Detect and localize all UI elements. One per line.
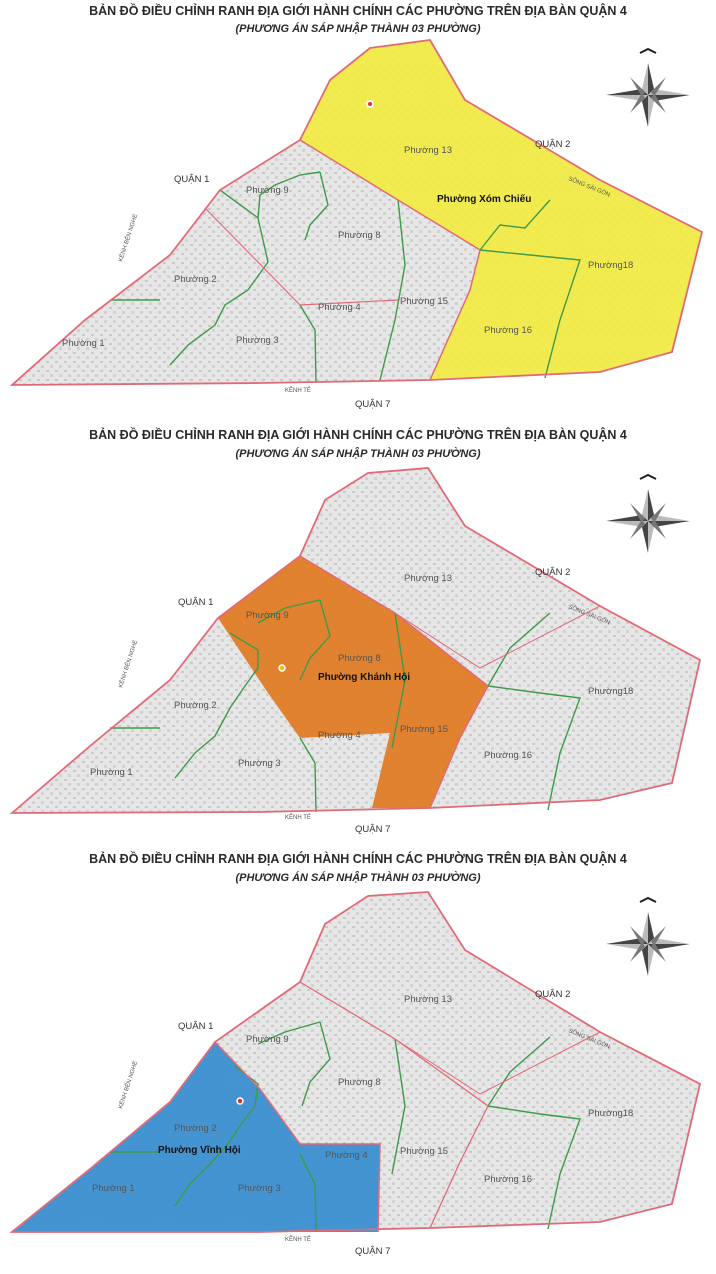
label-kenh-te: KÊNH TẺ	[285, 1237, 311, 1243]
map-panel-xom-chieu	[0, 0, 716, 418]
label-phuong-13: Phường 13	[404, 573, 452, 584]
map-title: BẢN ĐỒ ĐIỀU CHỈNH RANH ĐỊA GIỚI HÀNH CHÍNH CÁC PHƯỜNG TRÊN ĐỊA BÀN QUẬN 4	[89, 4, 627, 18]
label-quan-1: QUẬN 1	[174, 174, 210, 185]
map-subtitle: (PHƯƠNG ÁN SÁP NHẬP THÀNH 03 PHƯỜNG)	[235, 872, 481, 884]
label-merged-ward: Phường Xóm Chiếu	[437, 194, 532, 205]
label-phuong-2: Phường 2	[174, 1123, 217, 1134]
label-quan-7: QUẬN 7	[355, 824, 391, 835]
label-phuong-13: Phường 13	[404, 145, 452, 156]
label-kenh-ben-nghe: KÊNH BẾN NGHÉ	[118, 213, 140, 263]
label-phuong-9: Phường 9	[246, 185, 289, 196]
map-panel-vinh-hoi	[0, 844, 716, 1274]
label-phuong-9: Phường 9	[246, 1034, 289, 1045]
map-subtitle: (PHƯƠNG ÁN SÁP NHẬP THÀNH 03 PHƯỜNG)	[235, 448, 481, 460]
label-quan-7: QUẬN 7	[355, 399, 391, 410]
label-phuong-15: Phường 15	[400, 296, 448, 307]
district-map	[0, 418, 716, 844]
label-kenh-ben-nghe: KÊNH BẾN NGHÉ	[118, 1060, 140, 1110]
label-quan-1: QUẬN 1	[178, 1021, 214, 1032]
label-kenh-te: KÊNH TẺ	[285, 815, 311, 821]
label-quan-7: QUẬN 7	[355, 1246, 391, 1257]
label-quan-2: QUẬN 2	[535, 989, 571, 1000]
compass-rose-icon	[606, 475, 690, 553]
label-phuong-16: Phường 16	[484, 1174, 532, 1185]
compass-rose-icon	[606, 49, 690, 127]
label-phuong-18: Phường18	[588, 1108, 634, 1119]
label-kenh-te: KÊNH TẺ	[285, 388, 311, 394]
label-phuong-3: Phường 3	[236, 335, 279, 346]
label-song-sai-gon: SÔNG SÀI GÒN	[567, 604, 611, 627]
label-phuong-2: Phường 2	[174, 274, 217, 285]
label-phuong-1: Phường 1	[90, 767, 133, 778]
label-phuong-1: Phường 1	[62, 338, 105, 349]
label-phuong-18: Phường18	[588, 260, 634, 271]
label-phuong-15: Phường 15	[400, 724, 448, 735]
map-title: BẢN ĐỒ ĐIỀU CHỈNH RANH ĐỊA GIỚI HÀNH CHÍNH CÁC PHƯỜNG TRÊN ĐỊA BÀN QUẬN 4	[89, 852, 627, 866]
ward-office-marker	[367, 101, 373, 107]
label-phuong-13: Phường 13	[404, 994, 452, 1005]
map-panel-khanh-hoi	[0, 418, 716, 844]
map-subtitle: (PHƯƠNG ÁN SÁP NHẬP THÀNH 03 PHƯỜNG)	[235, 23, 481, 35]
district-map	[0, 844, 716, 1274]
label-phuong-3: Phường 3	[238, 758, 281, 769]
label-phuong-16: Phường 16	[484, 750, 532, 761]
label-merged-ward: Phường Vĩnh Hội	[158, 1145, 241, 1156]
compass-rose-icon	[606, 898, 690, 976]
ward-office-marker	[237, 1098, 243, 1104]
label-phuong-1: Phường 1	[92, 1183, 135, 1194]
label-phuong-2: Phường 2	[174, 700, 217, 711]
label-phuong-18: Phường18	[588, 686, 634, 697]
label-quan-2: QUẬN 2	[535, 139, 571, 150]
ward-office-marker	[279, 665, 285, 671]
label-phuong-3: Phường 3	[238, 1183, 281, 1194]
label-merged-ward: Phường Khánh Hội	[318, 672, 411, 683]
label-phuong-16: Phường 16	[484, 325, 532, 336]
district-map	[0, 0, 716, 418]
label-phuong-4: Phường 4	[318, 730, 361, 741]
label-phuong-8: Phường 8	[338, 230, 381, 241]
label-quan-1: QUẬN 1	[178, 597, 214, 608]
label-kenh-ben-nghe: KÊNH BẾN NGHÉ	[118, 639, 140, 689]
label-phuong-9: Phường 9	[246, 610, 289, 621]
label-phuong-15: Phường 15	[400, 1146, 448, 1157]
label-phuong-4: Phường 4	[325, 1150, 368, 1161]
label-phuong-8: Phường 8	[338, 1077, 381, 1088]
label-phuong-8: Phường 8	[338, 653, 381, 664]
label-quan-2: QUẬN 2	[535, 567, 571, 578]
label-song-sai-gon: SÔNG SÀI GÒN	[567, 176, 611, 199]
map-title: BẢN ĐỒ ĐIỀU CHỈNH RANH ĐỊA GIỚI HÀNH CHÍNH CÁC PHƯỜNG TRÊN ĐỊA BÀN QUẬN 4	[89, 428, 627, 442]
label-phuong-4: Phường 4	[318, 302, 361, 313]
label-song-sai-gon: SÔNG SÀI GÒN	[567, 1028, 611, 1051]
